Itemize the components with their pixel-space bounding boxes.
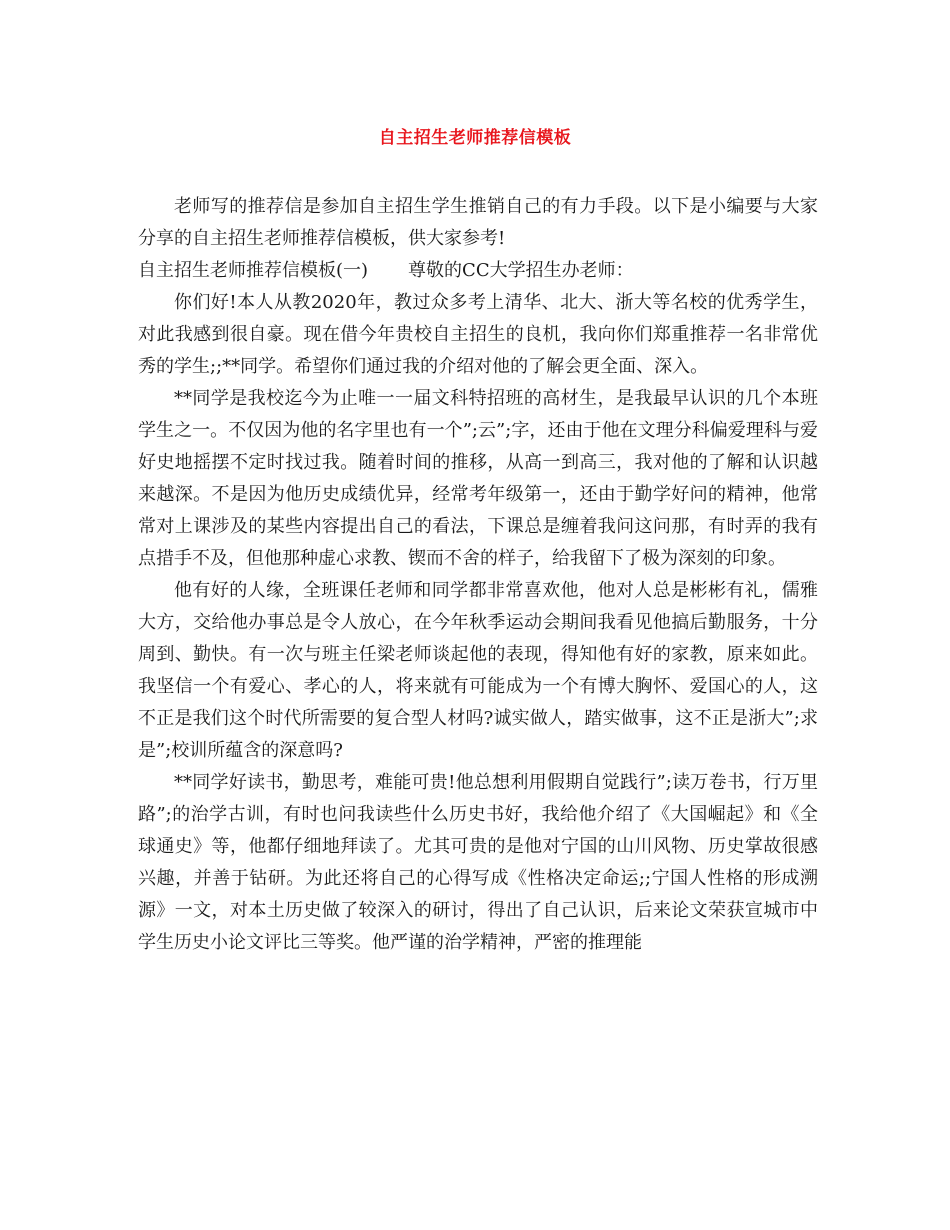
document-title: 自主招生老师推荐信模板 [378, 128, 572, 148]
section-heading: 自主招生老师推荐信模板(一) [138, 260, 369, 281]
intro-paragraph: 老师写的推荐信是参加自主招生学生推销自己的有力手段。以下是小编要与大家分享的自主招生老师推荐信模板，供大家参考! [138, 196, 818, 249]
salutation: 尊敬的CC大学招生办老师： [408, 260, 634, 281]
body-paragraph-4: **同学好读书，勤思考，难能可贵!他总想利用假期自觉践行”;读万卷书，行万里路”;的治学古训，有时也问我读些什么历史书好，我给他介绍了《大国崛起》和《全球通史》等，他都仔细地拜读了。尤其可贵的是他对宁国的山川风物、历史掌故很感兴趣，并善于钻研。为此还将自己的心得写成《性格决定命运;;宁国人性格的形成溯源》一文，对本土历史做了较深入的研讨，得出了自己认识，后来论文荣获宣城市中学生历史小论文评比三等奖。他严谨的治学精神，严密的推理能 [138, 772, 818, 953]
body-paragraph-2: **同学是我校迄今为止唯一一届文科特招班的高材生，是我最早认识的几个本班学生之一。不仅因为他的名字里也有一个”;云”;字，还由于他在文理分科偏爱理科与爱好史地摇摆不定时找过我。随着时间的推移，从高一到高三，我对他的了解和认识越来越深。不是因为他历史成绩优异，经常考年级第一，还由于勤学好问的精神，他常常对上课涉及的某些内容提出自己的看法，下课总是缠着我问这问那，有时弄的我有点措手不及，但他那种虚心求教、锲而不舍的样子，给我留下了极为深刻的印象。 [138, 388, 818, 569]
body-paragraph-3: 他有好的人缘，全班课任老师和同学都非常喜欢他，他对人总是彬彬有礼，儒雅大方，交给他办事总是令人放心，在今年秋季运动会期间我看见他搞后勤服务，十分周到、勤快。有一次与班主任梁老师谈起他的表现，得知他有好的家教，原来如此。我坚信一个有爱心、孝心的人，将来就有可能成为一个有博大胸怀、爱国心的人，这不正是我们这个时代所需要的复合型人材吗?诚实做人，踏实做事，这不正是浙大”;求是”;校训所蕴含的深意吗? [138, 580, 818, 761]
section-heading-line [138, 255, 818, 287]
body-paragraph-1: 你们好!本人从教2020年，教过众多考上清华、北大、浙大等名校的优秀学生，对此我感到很自豪。现在借今年贵校自主招生的良机，我向你们郑重推荐一名非常优秀的学生;;**同学。希望你们通过我的介绍对他的了解会更全面、深入。 [138, 292, 818, 377]
document-body [138, 191, 818, 959]
